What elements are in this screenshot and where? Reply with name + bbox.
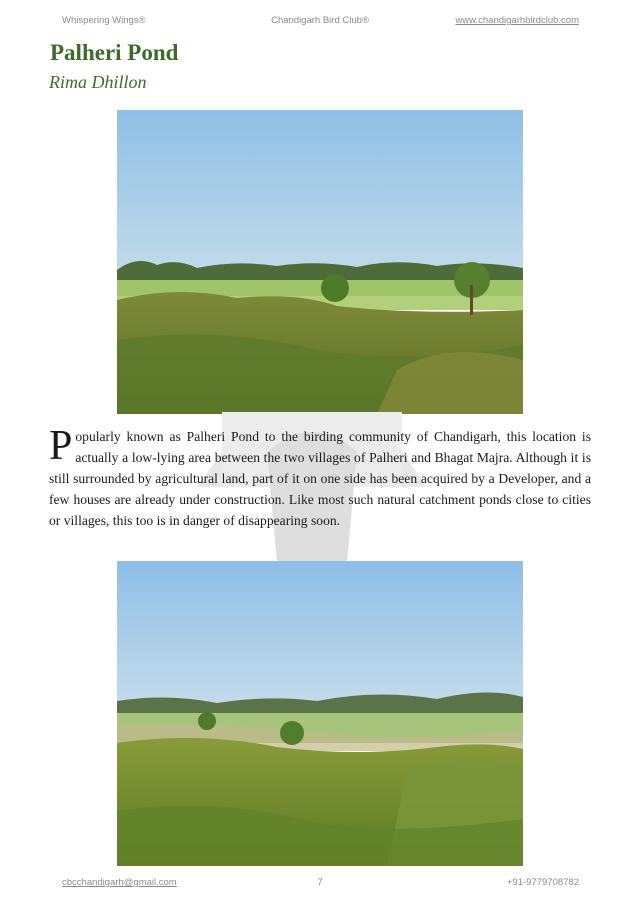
header-club-name: Chandigarh Bird Club® [271,15,369,26]
pond-photo-top [117,110,523,414]
header-publication: Whispering Wings® [62,15,146,26]
article-author: Rima Dhillon [49,72,147,92]
header-website-link[interactable]: www.chandigarhbirdclub.com [455,15,579,26]
page-number: 7 [317,877,323,888]
footer-email-link[interactable]: cbcchandigarh@gmail.com [62,877,177,888]
article-title: Palheri Pond [50,40,179,65]
drop-cap: P [49,423,73,469]
footer-phone: +91-9779708782 [506,877,579,888]
article-paragraph: opularly known as Palheri Pond to the birding community of Chandigarh, this location is actually a low-lying area between the two villages of Palheri and Bhagat Majra. Although it is still surrounded by agricultural land, part of it on one side has been acquired by a Developer, and a few houses are already under construction. Like most such natural catchment ponds close to cities or villages, this too is in danger of disappearing soon. [49,429,591,528]
article-body [49,423,591,531]
pond-photo-bottom [117,561,523,866]
